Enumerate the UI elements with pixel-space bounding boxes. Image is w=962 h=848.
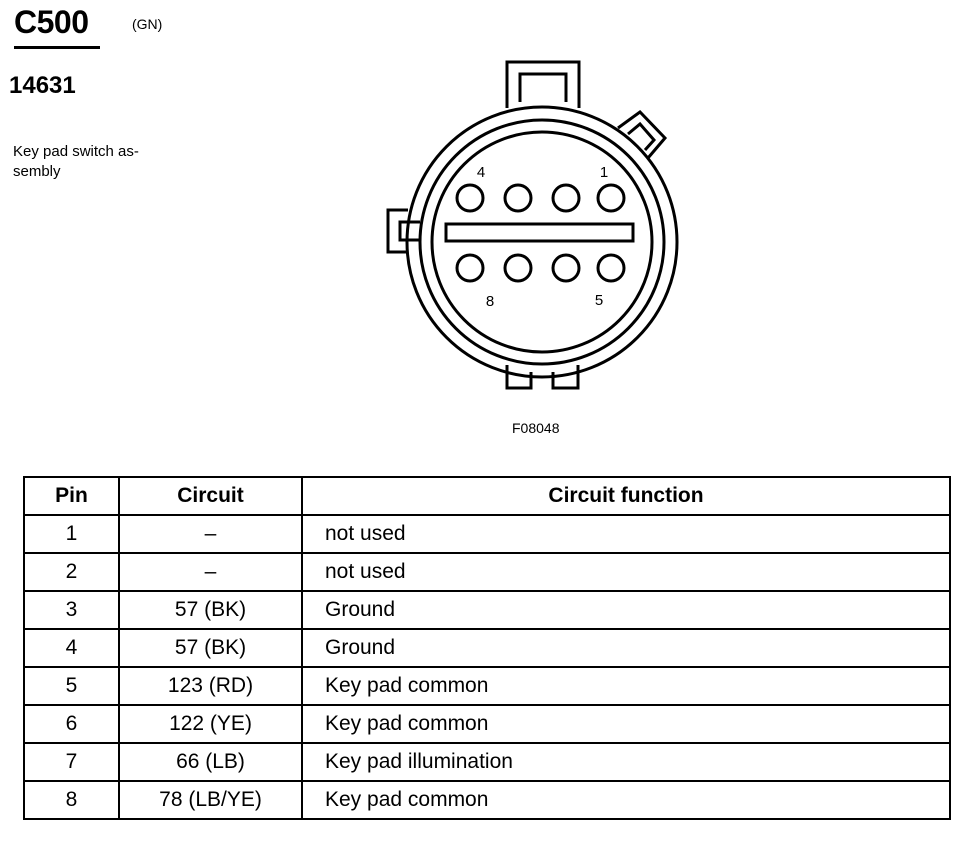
- figure-id: F08048: [512, 420, 560, 436]
- circuit-cell: 122 (YE): [119, 705, 302, 743]
- circuit-cell: 123 (RD): [119, 667, 302, 705]
- table-row: [24, 743, 950, 781]
- table-row: [24, 629, 950, 667]
- pin-cell: 5: [24, 667, 119, 705]
- pin-label-4: 4: [476, 164, 486, 181]
- top-key-tab-outer: [507, 62, 579, 108]
- connector-color-code: (GN): [132, 16, 163, 32]
- pin-cell: 8: [24, 781, 119, 819]
- pin-cell: 7: [24, 743, 119, 781]
- description-line-2: sembly: [13, 163, 61, 180]
- side-latch-inner: [400, 222, 420, 240]
- connector-id-underline: [14, 46, 100, 49]
- table-row: [24, 553, 950, 591]
- part-number: 14631: [9, 72, 76, 99]
- table-header-row: [24, 477, 950, 515]
- function-cell: Key pad common: [302, 781, 950, 819]
- side-latch-outer: [388, 210, 408, 252]
- top-key-tab-inner: [520, 74, 566, 102]
- pin-label-5: 5: [594, 292, 604, 309]
- function-cell: Key pad illumination: [302, 743, 950, 781]
- pin-cavity-5: [598, 255, 624, 281]
- table-row: [24, 667, 950, 705]
- header-pin: Pin: [24, 477, 119, 515]
- circuit-cell: 78 (LB/YE): [119, 781, 302, 819]
- table-row: [24, 515, 950, 553]
- pin-cell: 3: [24, 591, 119, 629]
- pin-cavity-4: [457, 185, 483, 211]
- pin-cavities: [457, 185, 624, 281]
- circuit-cell: 66 (LB): [119, 743, 302, 781]
- pin-cell: 6: [24, 705, 119, 743]
- pin-cavity-3: [505, 185, 531, 211]
- pin-cavity-6: [553, 255, 579, 281]
- function-cell: Ground: [302, 591, 950, 629]
- pin-cell: 1: [24, 515, 119, 553]
- pin-cell: 4: [24, 629, 119, 667]
- function-cell: Ground: [302, 629, 950, 667]
- table-row: [24, 705, 950, 743]
- connector-face-diagram: [380, 55, 680, 395]
- function-cell: not used: [302, 553, 950, 591]
- header-circuit-function: Circuit function: [302, 477, 950, 515]
- header-circuit: Circuit: [119, 477, 302, 515]
- connector-id: C500: [14, 4, 89, 40]
- function-cell: Key pad common: [302, 667, 950, 705]
- table-row: [24, 781, 950, 819]
- center-divider-bar: [446, 224, 633, 241]
- pin-label-8: 8: [485, 293, 495, 310]
- connector-description: [13, 142, 183, 182]
- table-row: [24, 591, 950, 629]
- pin-cavity-2: [553, 185, 579, 211]
- function-cell: Key pad common: [302, 705, 950, 743]
- description-line-1: Key pad switch as-: [13, 143, 139, 160]
- pin-cavity-8: [457, 255, 483, 281]
- pin-cell: 2: [24, 553, 119, 591]
- circuit-cell: 57 (BK): [119, 629, 302, 667]
- pinout-table: [23, 476, 951, 820]
- circuit-cell: –: [119, 515, 302, 553]
- pin-cavity-7: [505, 255, 531, 281]
- function-cell: not used: [302, 515, 950, 553]
- pin-cavity-1: [598, 185, 624, 211]
- circuit-cell: 57 (BK): [119, 591, 302, 629]
- circuit-cell: –: [119, 553, 302, 591]
- corner-latch-inner: [628, 124, 654, 150]
- pin-label-1: 1: [599, 164, 609, 181]
